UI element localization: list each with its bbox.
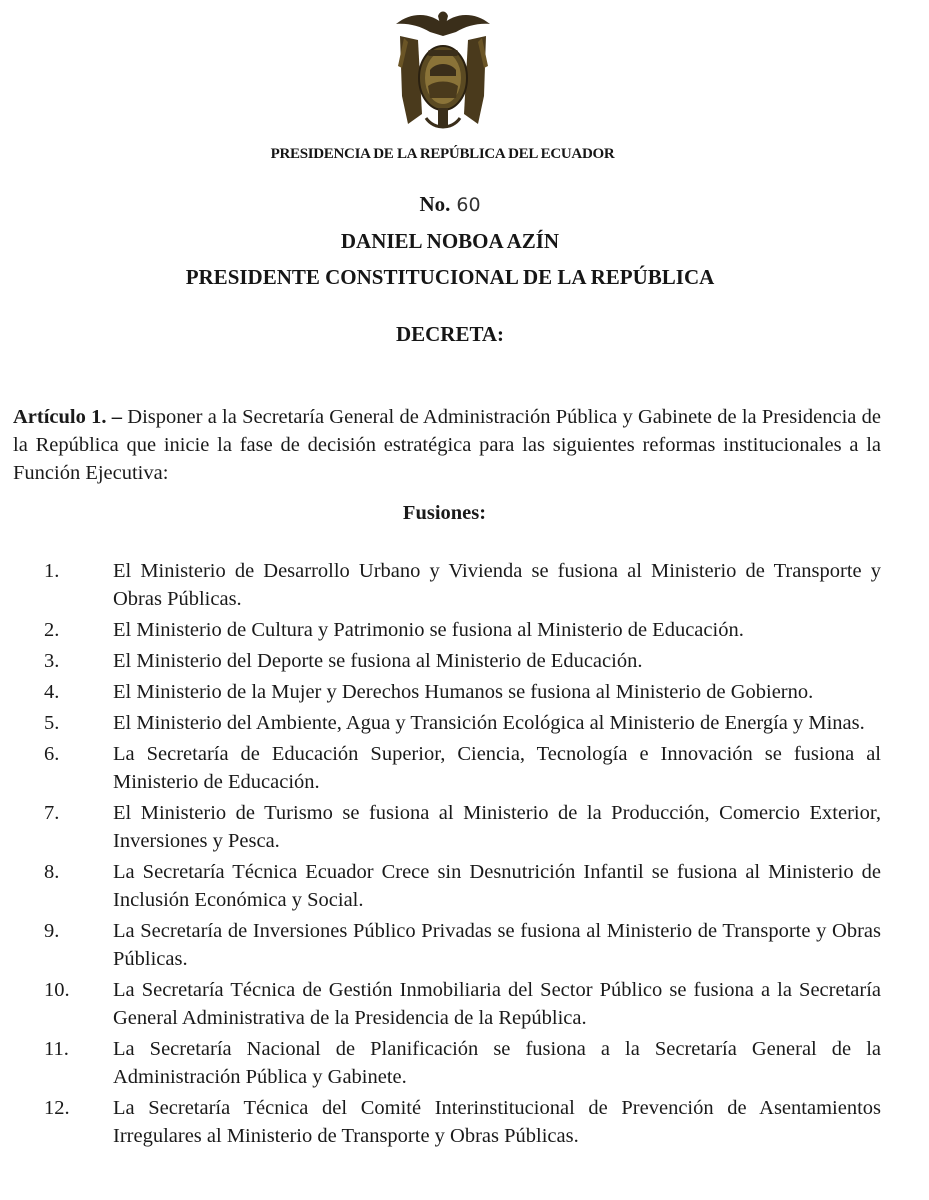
list-item [0, 858, 929, 914]
list-item [0, 647, 929, 675]
list-item [0, 709, 929, 737]
item-number: 9. [44, 920, 60, 942]
president-name: DANIEL NOBOA AZÍN [340, 229, 560, 253]
item-text: El Ministerio de Cultura y Patrimonio se fusiona al Ministerio de Educación. [113, 619, 744, 641]
item-number: 3. [44, 650, 60, 672]
item-number: 1. [44, 560, 60, 582]
list-item [0, 976, 929, 1032]
section-title: Fusiones: [402, 502, 487, 524]
coat-of-arms-icon [388, 6, 498, 136]
list-item [0, 1035, 929, 1091]
article-1 [13, 403, 881, 487]
list-item [0, 1094, 929, 1150]
fusions-list [0, 557, 929, 1153]
item-text: La Secretaría Nacional de Planificación se fusiona a la Secretaría General de la Administración Pública y Gabinete. [113, 1038, 881, 1088]
item-number: 12. [44, 1097, 70, 1119]
item-text: El Ministerio del Ambiente, Agua y Transición Ecológica al Ministerio de Energía y Minas. [113, 712, 865, 734]
list-item [0, 917, 929, 973]
item-number: 6. [44, 743, 60, 765]
item-text: La Secretaría de Educación Superior, Ciencia, Tecnología e Innovación se fusiona al Ministerio de Educación. [113, 743, 881, 793]
item-number: 10. [44, 979, 70, 1001]
item-text: La Secretaría de Inversiones Público Privadas se fusiona al Ministerio de Transporte y Obras Públicas. [113, 920, 881, 970]
decree-label: No. [419, 192, 451, 216]
president-title: PRESIDENTE CONSTITUCIONAL DE LA REPÚBLICA [185, 265, 715, 289]
item-number: 11. [44, 1038, 69, 1060]
article-label: Artículo 1. – [13, 405, 123, 428]
item-text: La Secretaría Técnica de Gestión Inmobiliaria del Sector Público se fusiona a la Secretaría General Administrativa de la Presidencia de la República. [113, 979, 881, 1029]
item-text: El Ministerio de Turismo se fusiona al Ministerio de la Producción, Comercio Exterior, Inversiones y Pesca. [113, 802, 881, 852]
article-text: Disponer a la Secretaría General de Administración Pública y Gabinete de la Presidencia de la República que inicie la fase de decisión estratégica para las siguientes reformas institucionales a la Función Ejecutiva: [13, 405, 881, 484]
item-number: 7. [44, 802, 60, 824]
decree-number: 60 [456, 194, 481, 216]
item-text: El Ministerio de la Mujer y Derechos Humanos se fusiona al Ministerio de Gobierno. [113, 681, 814, 703]
item-text: La Secretaría Técnica del Comité Interinstitucional de Prevención de Asentamientos Irregulares al Ministerio de Transporte y Obras Públicas. [113, 1097, 881, 1147]
item-number: 8. [44, 861, 60, 883]
item-text: La Secretaría Técnica Ecuador Crece sin Desnutrición Infantil se fusiona al Ministerio de Inclusión Económica y Social. [113, 861, 881, 911]
list-item [0, 678, 929, 706]
item-number: 4. [44, 681, 60, 703]
list-item [0, 557, 929, 613]
item-number: 2. [44, 619, 60, 641]
list-item [0, 799, 929, 855]
decreta-heading: DECRETA: [395, 322, 505, 346]
institution-name: PRESIDENCIA DE LA REPÚBLICA DEL ECUADOR [270, 146, 615, 162]
item-number: 5. [44, 712, 60, 734]
list-item [0, 740, 929, 796]
item-text: El Ministerio de Desarrollo Urbano y Vivienda se fusiona al Ministerio de Transporte y Obras Públicas. [113, 560, 881, 610]
item-text: El Ministerio del Deporte se fusiona al Ministerio de Educación. [113, 650, 643, 672]
list-item [0, 616, 929, 644]
decree-number-line [0, 192, 900, 217]
